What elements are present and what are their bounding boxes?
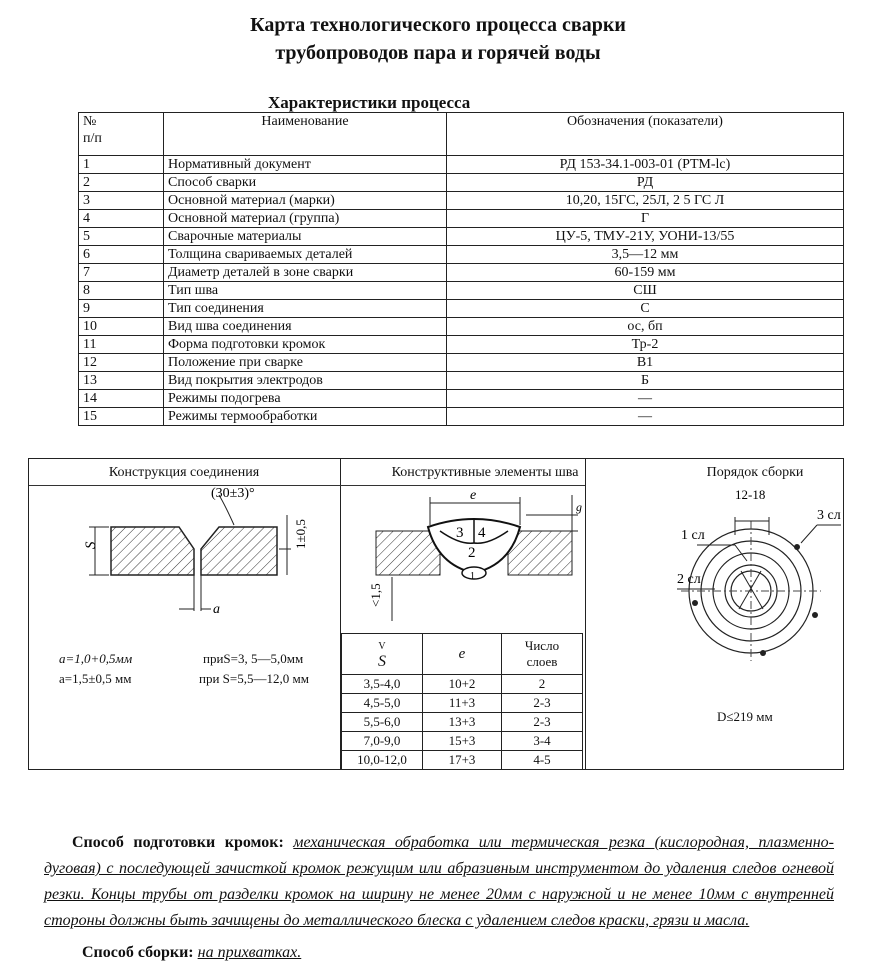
row-name: Форма подготовки кромок bbox=[164, 336, 447, 354]
row-value: С bbox=[447, 300, 844, 318]
row-name: Режимы подогрева bbox=[164, 390, 447, 408]
gap-a-label: a bbox=[213, 602, 220, 617]
left-plate bbox=[111, 527, 194, 575]
row-number: 6 bbox=[79, 246, 164, 264]
dim-e-label: e bbox=[470, 488, 477, 503]
el-col-e-header: e bbox=[423, 634, 502, 675]
el-cell-n: 2-3 bbox=[502, 713, 583, 732]
col-number-header: № п/п bbox=[79, 113, 164, 156]
gap-note-2: a=1,5±0,5 мм bbox=[59, 671, 132, 686]
row-number: 8 bbox=[79, 282, 164, 300]
layer-2-tack-label: 2 сл bbox=[677, 572, 701, 587]
el-table-header bbox=[342, 634, 583, 675]
assembly-method-text: на прихватках. bbox=[197, 944, 302, 961]
row-value: В1 bbox=[447, 354, 844, 372]
el-cell-e: 17+3 bbox=[423, 751, 502, 770]
tack-length-dim: 12-18 bbox=[735, 487, 766, 502]
el-cell-e: 13+3 bbox=[423, 713, 502, 732]
row-number: 1 bbox=[79, 156, 164, 174]
row-number: 7 bbox=[79, 264, 164, 282]
edge-prep-text: механическая обработка или термическая резка (кислородная, плазменно-дуговая) с последующей зачисткой кромок режущим или абразивным инструментом до удаления следов огневой резки. Концы трубы от разделки кромок на ширину не менее 20мм с наружной и не менее 10мм с внутренней стороны должны быть зачищены до металлического блеска с удалением следов краски, грязи и масла. bbox=[44, 834, 835, 929]
gap-note-1: a=1,0+0,5мм bbox=[59, 651, 133, 666]
row-number: 9 bbox=[79, 300, 164, 318]
row-value: РД 153-34.1-003-01 (РТМ-lс) bbox=[447, 156, 844, 174]
row-number: 15 bbox=[79, 408, 164, 426]
row-value: 10,20, 15ГС, 25Л, 2 5 ГС Л bbox=[447, 192, 844, 210]
weld-cross-section-drawing bbox=[340, 485, 585, 633]
layer-3-tack-label: 3 сл bbox=[817, 508, 841, 523]
table-row bbox=[79, 210, 844, 228]
table-row bbox=[79, 372, 844, 390]
process-characteristics-table bbox=[78, 112, 844, 426]
right-plate bbox=[201, 527, 277, 575]
row-number: 11 bbox=[79, 336, 164, 354]
page-title: Карта технологического процесса сварки bbox=[250, 14, 626, 36]
row-number: 13 bbox=[79, 372, 164, 390]
right-base-metal bbox=[508, 531, 572, 575]
el-table-row bbox=[342, 675, 583, 694]
angle-label: (30±3)° bbox=[211, 486, 255, 501]
layer-2-label: 2 bbox=[468, 545, 476, 561]
page-title-line2: трубопроводов пара и горячей воды bbox=[275, 42, 601, 64]
row-number: 10 bbox=[79, 318, 164, 336]
el-cell-e: 15+3 bbox=[423, 732, 502, 751]
row-value: 60-159 мм bbox=[447, 264, 844, 282]
row-name: Нормативный документ bbox=[164, 156, 447, 174]
table-row bbox=[79, 192, 844, 210]
el-cell-e: 10+2 bbox=[423, 675, 502, 694]
table-row bbox=[79, 174, 844, 192]
el-cell-n: 2 bbox=[502, 675, 583, 694]
layer-4-label: 4 bbox=[478, 525, 486, 541]
el-cell-e: 11+3 bbox=[423, 694, 502, 713]
thickness-note-2: при S=5,5—12,0 мм bbox=[199, 671, 309, 686]
el-cell-s: 3,5-4,0 bbox=[342, 675, 423, 694]
edge-preparation-paragraph bbox=[44, 830, 834, 934]
el-table-row bbox=[342, 694, 583, 713]
joint-design-title: Конструкция соединения bbox=[108, 465, 260, 480]
table-row bbox=[79, 390, 844, 408]
row-number: 5 bbox=[79, 228, 164, 246]
row-value: Б bbox=[447, 372, 844, 390]
left-base-metal bbox=[376, 531, 440, 575]
table-header-row bbox=[79, 113, 844, 156]
layer-1-tack-label: 1 сл bbox=[681, 528, 705, 543]
root-face-dim: 1±0,5 bbox=[293, 519, 308, 549]
root-reinforcement-dim: <1,5 bbox=[368, 583, 383, 607]
row-number: 4 bbox=[79, 210, 164, 228]
row-value: Тр-2 bbox=[447, 336, 844, 354]
row-name: Вид покрытия электродов bbox=[164, 372, 447, 390]
row-name: Основной материал (группа) bbox=[164, 210, 447, 228]
table-row bbox=[79, 156, 844, 174]
col-name-header: Наименование bbox=[164, 113, 447, 156]
layer-1-label: 1 bbox=[470, 571, 475, 582]
table-row bbox=[79, 282, 844, 300]
layer-3-label: 3 bbox=[456, 525, 464, 541]
el-table-row bbox=[342, 713, 583, 732]
el-cell-s: 7,0-9,0 bbox=[342, 732, 423, 751]
table-row bbox=[79, 318, 844, 336]
table-row bbox=[79, 228, 844, 246]
section-heading: Характеристики процесса bbox=[268, 93, 471, 112]
row-value: СШ bbox=[447, 282, 844, 300]
structural-elements-table bbox=[341, 633, 583, 770]
row-name: Положение при сварке bbox=[164, 354, 447, 372]
el-cell-n: 3-4 bbox=[502, 732, 583, 751]
table-row bbox=[79, 354, 844, 372]
table-row bbox=[79, 300, 844, 318]
joint-diagrams-panel bbox=[28, 458, 844, 770]
assembly-method-line bbox=[82, 944, 301, 962]
el-cell-s: 5,5-6,0 bbox=[342, 713, 423, 732]
joint-design-drawing bbox=[29, 485, 340, 645]
col-value-header: Обозначения (показатели) bbox=[447, 113, 844, 156]
table-row bbox=[79, 336, 844, 354]
row-value: — bbox=[447, 390, 844, 408]
el-cell-s: 10,0-12,0 bbox=[342, 751, 423, 770]
el-cell-s: 4,5-5,0 bbox=[342, 694, 423, 713]
row-name: Режимы термообработки bbox=[164, 408, 447, 426]
row-number: 2 bbox=[79, 174, 164, 192]
row-name: Сварочные материалы bbox=[164, 228, 447, 246]
dim-g-label: g bbox=[576, 500, 582, 514]
row-value: ос, бп bbox=[447, 318, 844, 336]
row-name: Способ сварки bbox=[164, 174, 447, 192]
row-value: ЦУ-5, ТМУ-21У, УОНИ-13/55 bbox=[447, 228, 844, 246]
table-row bbox=[79, 246, 844, 264]
structural-elements-title: Конструктивные элементы шва bbox=[391, 465, 579, 480]
row-value: РД bbox=[447, 174, 844, 192]
el-cell-n: 2-3 bbox=[502, 694, 583, 713]
thickness-note-1: приS=3, 5—5,0мм bbox=[203, 651, 304, 666]
row-number: 3 bbox=[79, 192, 164, 210]
assembly-method-label: Способ сборки: bbox=[82, 944, 194, 961]
el-col-s-header: V S bbox=[342, 634, 423, 675]
row-number: 14 bbox=[79, 390, 164, 408]
row-value: 3,5—12 мм bbox=[447, 246, 844, 264]
row-value: — bbox=[447, 408, 844, 426]
el-table-row bbox=[342, 732, 583, 751]
row-name: Тип соединения bbox=[164, 300, 447, 318]
edge-prep-label: Способ подготовки кромок: bbox=[72, 834, 284, 851]
el-table-row bbox=[342, 751, 583, 770]
row-number: 12 bbox=[79, 354, 164, 372]
row-name: Основной материал (марки) bbox=[164, 192, 447, 210]
dim-s-label: S bbox=[83, 541, 99, 549]
assembly-order-drawing bbox=[585, 485, 843, 705]
el-cell-n: 4-5 bbox=[502, 751, 583, 770]
table-row bbox=[79, 408, 844, 426]
row-value: Г bbox=[447, 210, 844, 228]
row-name: Тип шва bbox=[164, 282, 447, 300]
diameter-note: D≤219 мм bbox=[717, 709, 773, 724]
assembly-order-title: Порядок сборки bbox=[706, 465, 804, 480]
row-name: Диаметр деталей в зоне сварки bbox=[164, 264, 447, 282]
row-name: Толщина свариваемых деталей bbox=[164, 246, 447, 264]
table-row bbox=[79, 264, 844, 282]
el-col-layers-header: Число слоев bbox=[502, 634, 583, 675]
row-name: Вид шва соединения bbox=[164, 318, 447, 336]
